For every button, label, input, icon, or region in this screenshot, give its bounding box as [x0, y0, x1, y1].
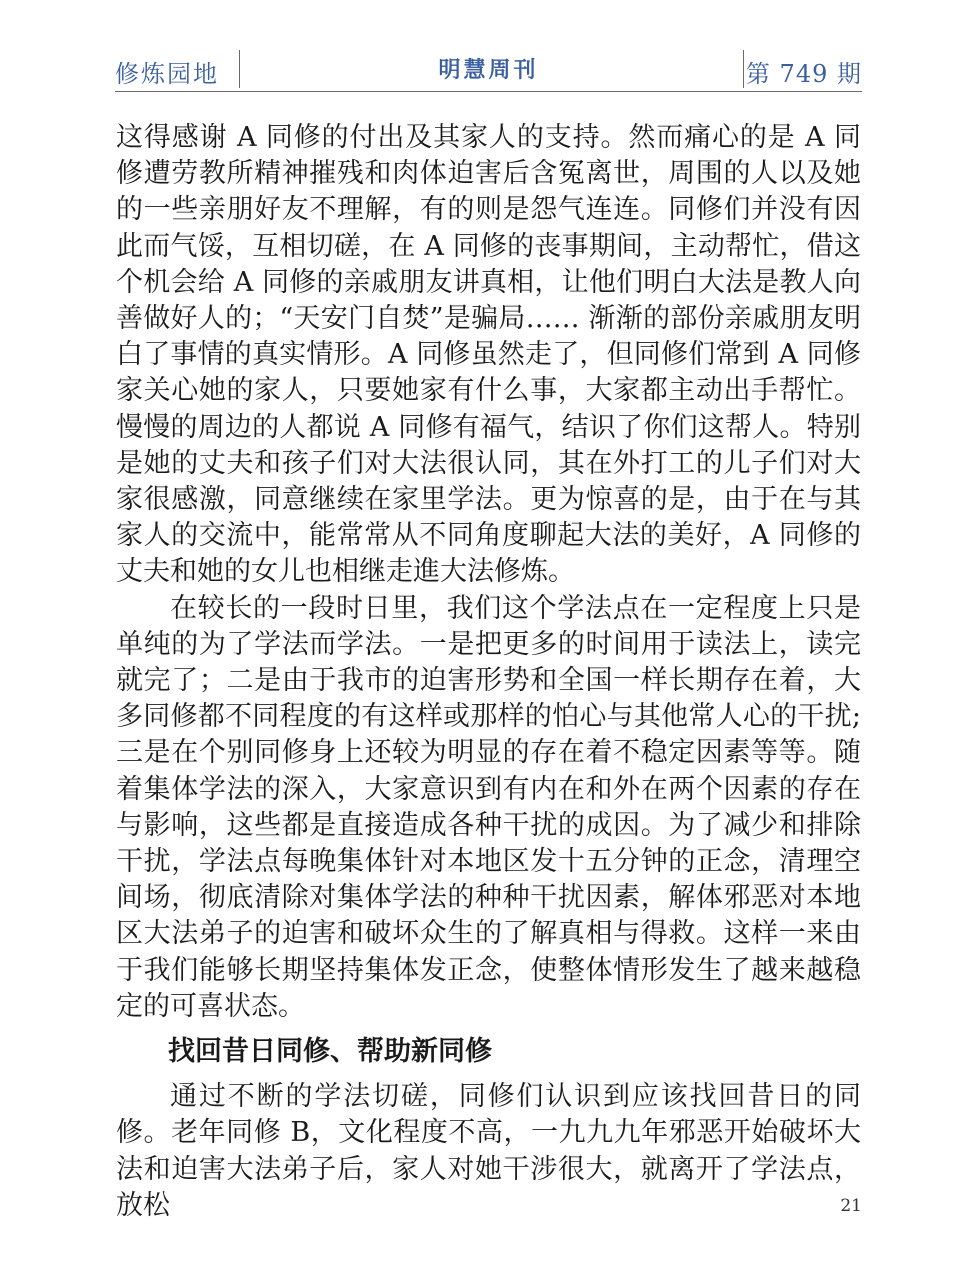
page-number: 21: [840, 1196, 862, 1216]
paragraph: 通过不断的学法切磋，同修们认识到应该找回昔日的同修。老年同修 B，文化程度不高，一九九九年邪恶开始破坏大法和迫害大法弟子后，家人对她干涉很大，就离开了学法点，放松: [116, 1081, 861, 1221]
header-rule: [115, 91, 862, 92]
article-body: [116, 120, 861, 1224]
paragraph: 在较长的一段时日里，我们这个学法点在一定程度上只是单纯的为了学法而学法。一是把更多的时间用于读法上，读完就完了；二是由于我市的迫害形势和全国一样长期存在着，大多同修都不同程度的有这样或那样的怕心与其他常人心的干扰;三是在个别同修身上还较为明显的存在着不稳定因素等等。随着集体学法的深入，大家意识到有内在和外在两个因素的存在与影响，这些都是直接造成各种干扰的成因。为了减少和排除干扰，学法点每晚集体针对本地区发十五分钟的正念，清理空间场，彻底清除对集体学法的种种干扰因素，解体邪恶对本地区大法弟子的迫害和破坏众生的了解真相与得救。这样一来由于我们能够长期坚持集体发正念，使整体情形发生了越来越稳定的可喜状态。: [116, 592, 861, 1022]
section-title: 修炼园地: [115, 60, 219, 88]
issue-number: 第 749 期: [745, 60, 862, 88]
page-header: [115, 50, 862, 90]
publication-title: 明慧周刊: [438, 57, 539, 83]
paragraph: 这得感谢 A 同修的付出及其家人的支持。然而痛心的是 A 同修遭劳教所精神摧残和肉体迫害后含冤离世，周围的人以及她的一些亲朋好友不理解，有的则是怨气连连。同修们并没有因此而气馁，互相切磋，在 A 同修的丧事期间，主动帮忙，借这个机会给 A 同修的亲戚朋友讲真相，让他们明白大法是教人向善做好人的；“天安门自焚”是骗局…… 渐渐的部份亲戚朋友明白了事情的真实情形。A 同修虽然走了，但同修们常到 A 同修家关心她的家人，只要她家有什么事，大家都主动出手帮忙。慢慢的周边的人都说 A 同修有福气，结识了你们这帮人。特别是她的丈夫和孩子们对大法很认同，其在外打工的儿子们对大家很感激，同意继续在家里学法。更为惊喜的是，由于在与其家人的交流中，能常常从不同角度聊起大法的美好，A 同修的丈夫和她的女儿也相继走進大法修炼。: [116, 122, 861, 588]
header-divider: [743, 50, 744, 88]
section-heading: 找回昔日同修、帮助新同修: [168, 1036, 492, 1068]
